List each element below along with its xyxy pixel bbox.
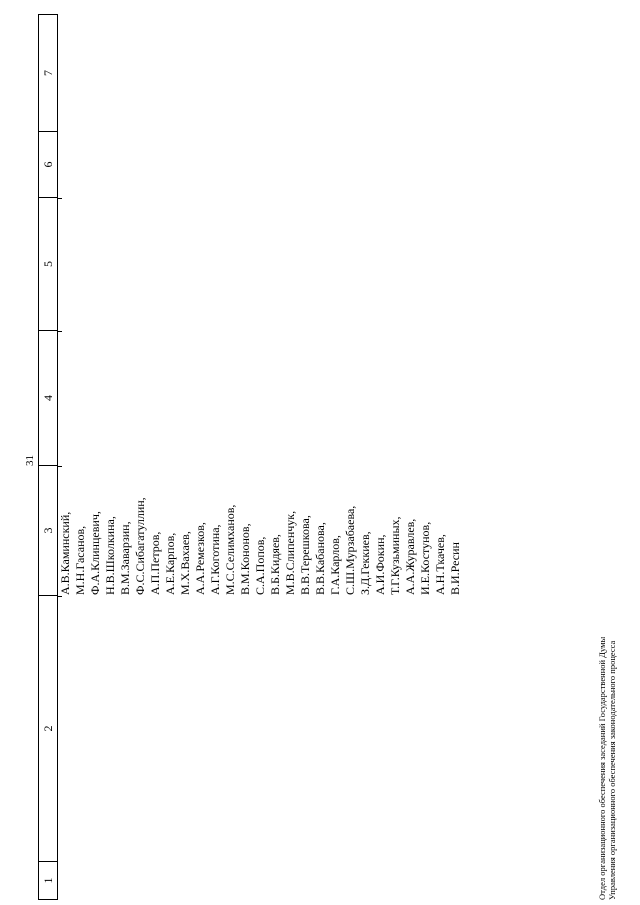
name-entry: С.А.Попов,: [253, 536, 267, 595]
name-entry: С.Ш.Мурзабаева,: [343, 505, 357, 595]
column-header-4: 4: [39, 331, 57, 466]
name-entry: А.Е.Карпов,: [163, 532, 177, 595]
name-entry: А.А.Журавлев,: [403, 518, 417, 595]
name-entry: А.А.Ремезков,: [193, 522, 207, 595]
footer-line: Управления организационного обеспечения законодательного процесса: [606, 640, 617, 900]
table-header-row: [38, 14, 58, 900]
name-entry: З.Д.Геккиев,: [358, 531, 372, 595]
name-entry: А.П.Петров,: [148, 531, 162, 595]
column-header-2: 2: [39, 596, 57, 862]
name-entry: Г.А.Карлов,: [328, 535, 342, 595]
name-entry: Ф.А.Клинцевич,: [88, 511, 102, 595]
name-entry: Н.В.Школкина,: [103, 516, 117, 595]
column-divider-tick: [57, 198, 62, 199]
name-entry: Т.Г.Кузьминых,: [388, 516, 402, 595]
column-header-3: 3: [39, 466, 57, 596]
name-entry: М.С.Селимханов,: [223, 504, 237, 595]
name-entry: В.М.Заварзин,: [118, 521, 132, 595]
column-divider-tick: [57, 466, 62, 467]
footer-department-note: [598, 637, 617, 900]
column-header-7: 7: [39, 15, 57, 132]
name-entry: В.В.Кабанова,: [313, 522, 327, 595]
name-entry: А.В.Каминский,: [58, 511, 72, 595]
name-entry: В.И.Ресин: [448, 542, 462, 595]
page-number: 31: [24, 455, 36, 466]
name-entry: В.Б.Кидяев,: [268, 534, 282, 595]
name-entry: М.Х.Вахаев,: [178, 531, 192, 595]
column-header-1: 1: [41, 877, 55, 884]
column-3-name-list: [58, 497, 463, 595]
name-entry: М.Н.Гасанов,: [73, 525, 87, 595]
column-divider-tick: [57, 596, 62, 597]
name-entry: А.И.Фокин,: [373, 534, 387, 595]
column-header-6: 6: [39, 132, 57, 198]
footer-line: Отдел организационного обеспечения заседаний Государственной Думы: [597, 636, 607, 900]
column-divider-tick: [57, 331, 62, 332]
name-entry: В.В.Терешкова,: [298, 515, 312, 595]
name-entry: А.Г.Коготина,: [208, 524, 222, 595]
name-entry: И.Е.Костунов,: [418, 521, 432, 595]
name-entry: В.М.Кононов,: [238, 523, 252, 595]
column-header-5: 5: [39, 198, 57, 331]
name-entry: Ф.С.Сибагатуллин,: [133, 497, 147, 595]
name-entry: М.В.Слипенчук,: [283, 510, 297, 595]
name-entry: А.Н.Ткачев,: [433, 534, 447, 595]
